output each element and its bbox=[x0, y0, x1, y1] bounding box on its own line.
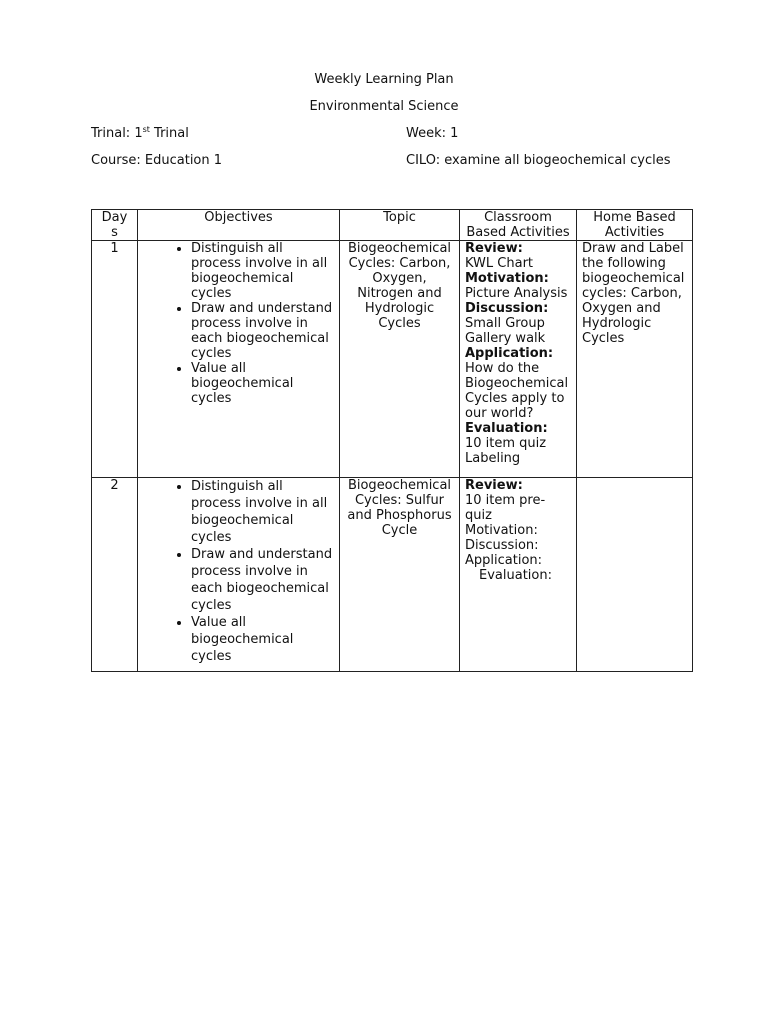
header-days-line1: Day bbox=[101, 210, 128, 225]
table-row bbox=[92, 478, 693, 672]
objective-item: • Value all biogeochemical cycles bbox=[191, 361, 334, 406]
application-text: How do the Biogeochemical Cycles apply to our world? bbox=[465, 361, 569, 421]
discussion-heading: Discussion: bbox=[465, 301, 549, 316]
discussion-text: Small Group Gallery walk bbox=[465, 316, 546, 346]
evaluation-heading: Evaluation: bbox=[465, 421, 548, 436]
classroom-cell bbox=[460, 241, 577, 478]
application-heading: Application: bbox=[465, 346, 554, 361]
header-classroom bbox=[460, 210, 577, 241]
header-home-line2: Activities bbox=[604, 225, 665, 240]
objective-item: • Distinguish all process involve in all biogeochemical cycles bbox=[191, 478, 334, 546]
objective-item: • Draw and understand process involve in each biogeochemical cycles bbox=[191, 546, 334, 614]
day-cell: 2 bbox=[92, 478, 138, 672]
header-home-line1: Home Based bbox=[593, 210, 676, 225]
topic-cell: Biogeochemical Cycles: Carbon, Oxygen, Nitrogen and Hydrologic Cycles bbox=[340, 241, 460, 478]
review-heading: Review: bbox=[465, 478, 523, 493]
home-cell bbox=[577, 478, 693, 672]
header-objectives: Objectives bbox=[138, 210, 340, 241]
objective-item: • Distinguish all process involve in all biogeochemical cycles bbox=[191, 241, 334, 301]
evaluation-text: Evaluation: bbox=[479, 568, 552, 583]
header-classroom-line1: Classroom bbox=[484, 210, 552, 225]
review-text: KWL Chart bbox=[465, 256, 534, 271]
objective-item: • Draw and understand process involve in each biogeochemical cycles bbox=[191, 301, 334, 361]
cilo-field: CILO: examine all biogeochemical cycles bbox=[406, 153, 671, 168]
document-title: Weekly Learning Plan bbox=[314, 72, 454, 87]
home-cell: Draw and Label the following biogeochemical cycles: Carbon, Oxygen and Hydrologic Cycles bbox=[577, 241, 693, 478]
header-topic: Topic bbox=[340, 210, 460, 241]
application-text: Application: bbox=[465, 553, 543, 568]
trinal-label: Trinal: bbox=[91, 126, 135, 141]
review-heading: Review: bbox=[465, 241, 523, 256]
trinal-ordinal: st bbox=[142, 125, 150, 134]
table-header-row bbox=[92, 210, 693, 241]
evaluation-text: 10 item quiz Labeling bbox=[465, 436, 547, 466]
header-home bbox=[577, 210, 693, 241]
motivation-heading: Motivation: bbox=[465, 271, 549, 286]
header-classroom-line2: Based Activities bbox=[466, 225, 570, 240]
motivation-text: Picture Analysis bbox=[465, 286, 568, 301]
topic-cell: Biogeochemical Cycles: Sulfur and Phosphorus Cycle bbox=[340, 478, 460, 672]
document-subtitle: Environmental Science bbox=[309, 99, 459, 114]
learning-plan-table bbox=[91, 209, 693, 672]
table-row bbox=[92, 241, 693, 478]
week-field: Week: 1 bbox=[406, 126, 459, 141]
motivation-text: Motivation: bbox=[465, 523, 538, 538]
header-days bbox=[92, 210, 138, 241]
objective-item: • Value all biogeochemical cycles bbox=[191, 614, 334, 665]
trinal-rest: Trinal bbox=[149, 126, 189, 141]
objectives-cell bbox=[138, 478, 340, 672]
day-cell: 1 bbox=[92, 241, 138, 478]
classroom-cell bbox=[460, 478, 577, 672]
trinal-field bbox=[91, 126, 189, 141]
trinal-number: 1 bbox=[134, 126, 143, 141]
course-field: Course: Education 1 bbox=[91, 153, 223, 168]
review-text: 10 item pre-quiz bbox=[465, 493, 546, 523]
header-days-line2: s bbox=[111, 225, 118, 240]
discussion-text: Discussion: bbox=[465, 538, 539, 553]
objectives-cell bbox=[138, 241, 340, 478]
